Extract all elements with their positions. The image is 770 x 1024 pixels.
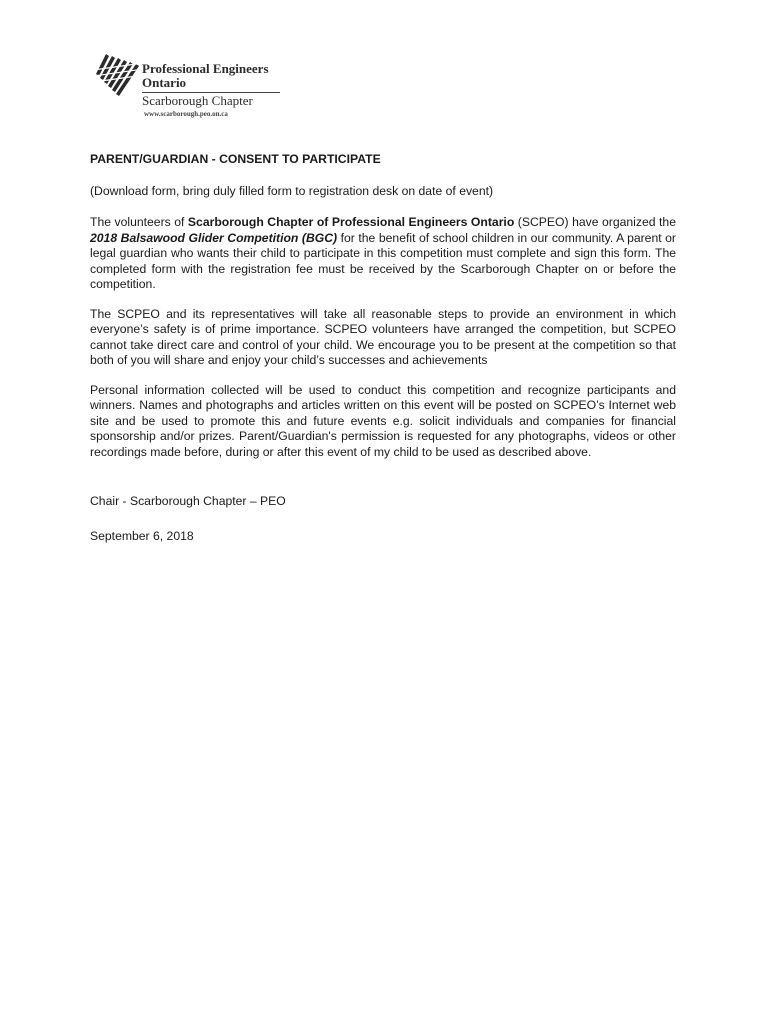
peo-logo-icon — [96, 52, 140, 96]
paragraph-intro — [90, 215, 676, 293]
page-title: PARENT/GUARDIAN - CONSENT TO PARTICIPATE — [90, 152, 381, 166]
org-name-line1: Professional Engineers — [142, 61, 269, 76]
event-name: 2018 Balsawood Glider Competition (BGC) — [90, 230, 338, 245]
org-name-line2: Ontario — [142, 75, 187, 90]
chapter-name: Scarborough Chapter — [142, 93, 253, 108]
intro-text-b: (SCPEO) have organized the — [514, 215, 676, 229]
org-bold-text: Scarborough Chapter of Professional Engineers Ontario — [187, 215, 515, 229]
paragraph-privacy: Personal information collected will be used to conduct this competition and recognize participants and winners. Names and photographs and articles written on this event will be posted on SCPEO’s Internet web site and be used to promote this and future events e.g. solicit individuals and companies for financial sponsorship and/or prizes. Parent/Guardian's permission is requested for any photographs, videos or other recordings made before, during or after this event of my child to be used as described above. — [90, 382, 676, 459]
document-body — [90, 152, 676, 544]
intro-text-a: The volunteers of — [90, 215, 188, 229]
document-date: September 6, 2018 — [90, 528, 194, 543]
letterhead — [96, 48, 296, 120]
instructions-text: (Download form, bring duly filled form to registration desk on date of event) — [90, 183, 494, 198]
paragraph-safety: The SCPEO and its representatives will take all reasonable steps to provide an environment in which everyone’s safety is of prime importance. SCPEO volunteers have arranged the competition, but SCPEO cannot take direct care and control of your child. We encourage you to be present at the competition so that both of you will share and enjoy your child’s successes and achievements — [90, 306, 676, 367]
intro-text-c: for the benefit of school children in our community. A parent or legal guardian who wants their child to participate in this competition must complete and sign this form. The completed form with the registration fee must be received by the Scarborough Chapter on or before the competition. — [90, 230, 676, 291]
signature-line: Chair - Scarborough Chapter – PEO — [90, 494, 286, 508]
website-link[interactable]: www.scarborough.peo.on.ca — [144, 110, 228, 118]
